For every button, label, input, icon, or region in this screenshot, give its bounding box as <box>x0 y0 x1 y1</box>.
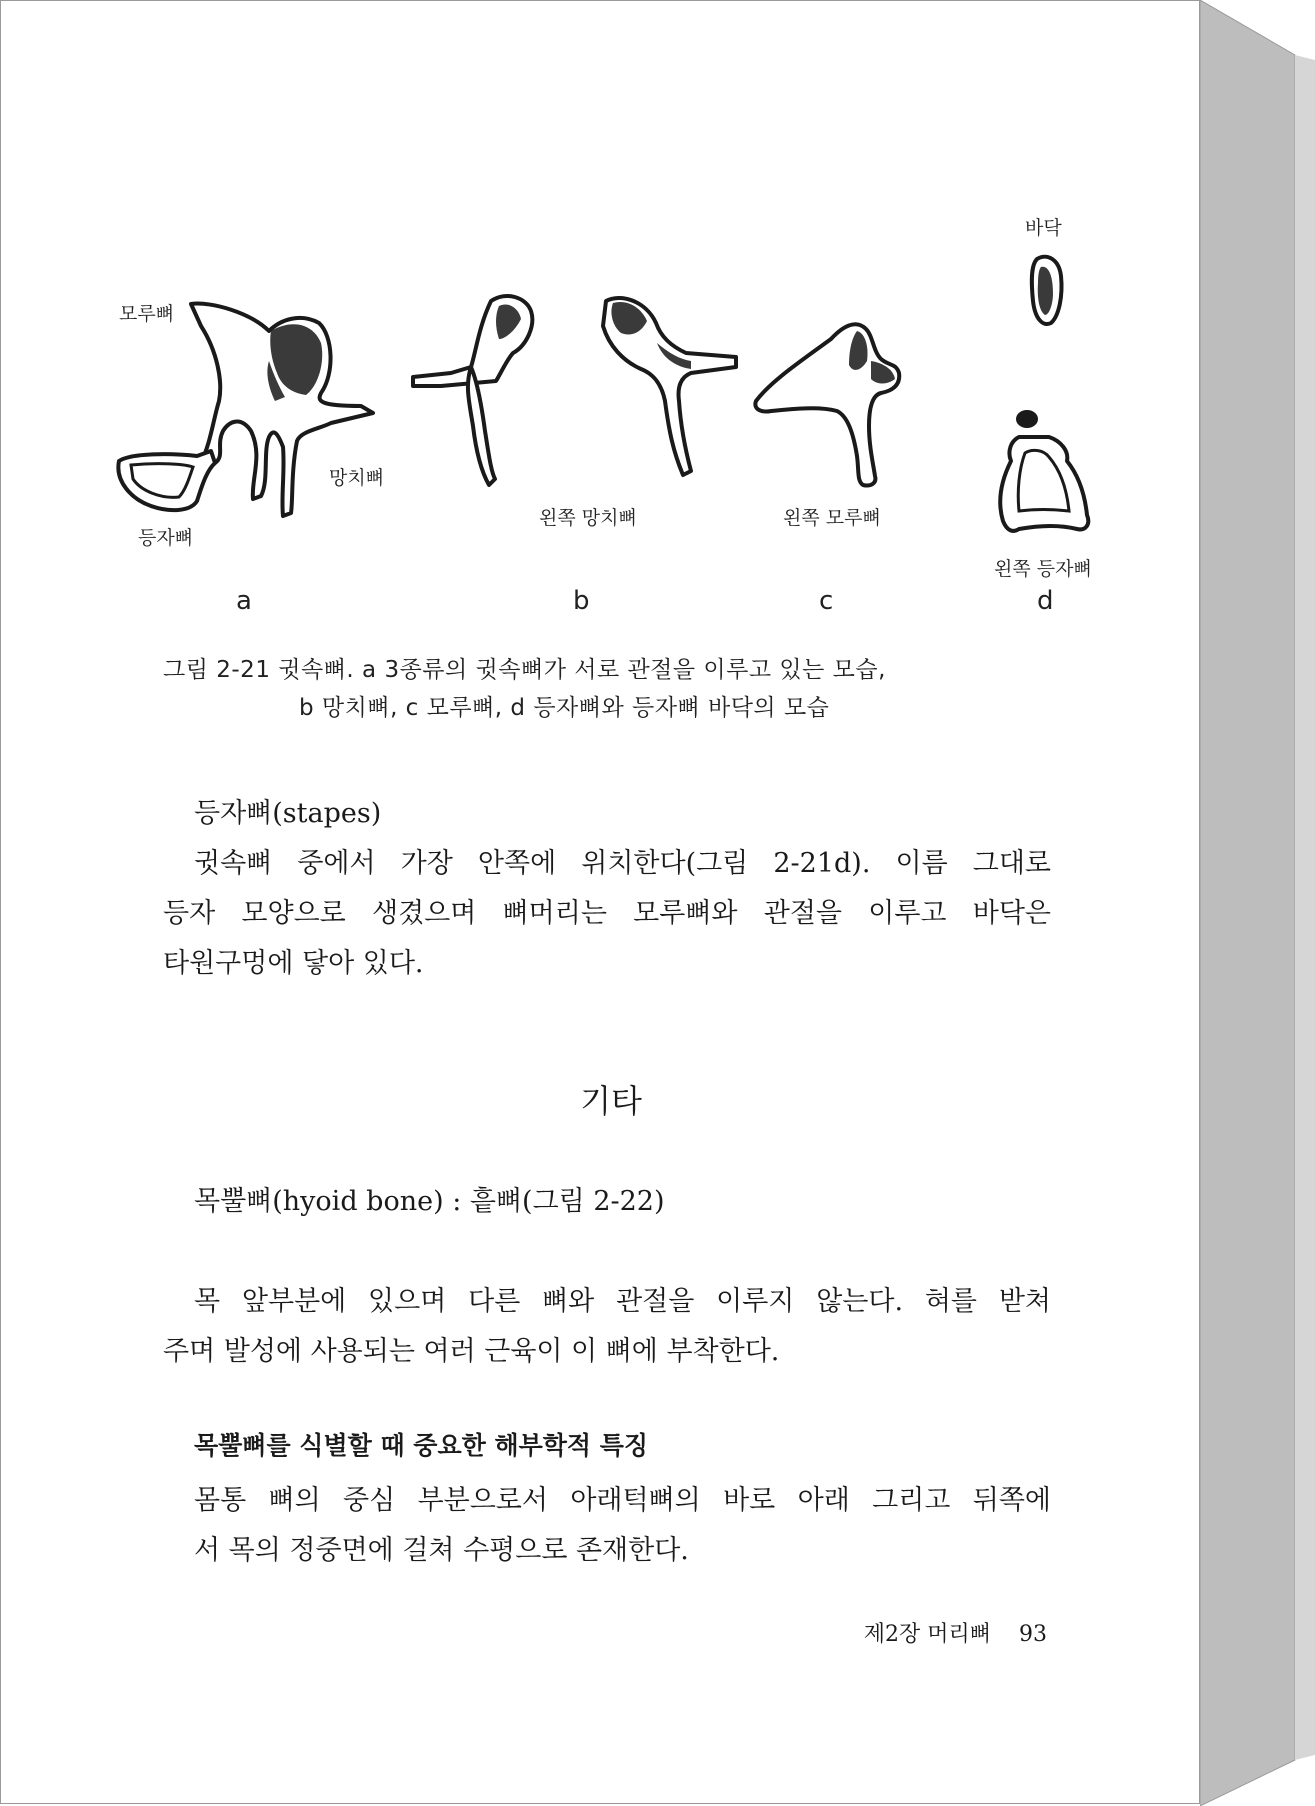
section-heading: 기타 <box>580 1082 642 1120</box>
feature-paragraph-line-2: 서 목의 정중면에 걸쳐 수평으로 존재한다. <box>194 1535 689 1566</box>
label-left-stapes: 왼쪽 등자뼈 <box>994 558 1092 580</box>
stapes-paragraph-line-3: 타원구멍에 닿아 있다. <box>163 948 424 979</box>
label-base: 바닥 <box>1025 217 1062 239</box>
page-number: 93 <box>1019 1622 1047 1647</box>
panel-letter-c: c <box>819 586 834 616</box>
hyoid-subtitle: 목뿔뼈(hyoid bone) : 흩뼈(그림 2-22) <box>194 1186 665 1217</box>
malleus-left-drawing <box>413 296 532 485</box>
panel-letter-a: a <box>236 586 252 616</box>
malleus-right-drawing <box>603 298 736 475</box>
page-edge-shadow <box>1200 0 1315 1806</box>
figure-caption-line-2: b 망치뼈, c 모루뼈, d 등자뼈와 등자뼈 바닥의 모습 <box>299 695 830 721</box>
figure-caption-line-1: 그림 2-21 귓속뼈. a 3종류의 귓속뼈가 서로 관절을 이루고 있는 모습, <box>163 657 886 683</box>
hyoid-paragraph-line-2: 주며 발성에 사용되는 여러 근육이 이 뼈에 부착한다. <box>163 1336 780 1367</box>
page-footer <box>864 1617 1047 1648</box>
feature-subtitle: 목뿔뼈를 식별할 때 중요한 해부학적 특징 <box>194 1431 649 1460</box>
label-incus: 모루뼈 <box>119 303 175 325</box>
label-stapes: 등자뼈 <box>138 527 194 549</box>
hyoid-paragraph-line-1: 목 앞부분에 있으며 다른 뼈와 관절을 이루지 않는다. 혀를 받쳐 <box>194 1286 1051 1317</box>
label-left-malleus: 왼쪽 망치뼈 <box>539 507 637 529</box>
panel-letter-b: b <box>573 586 590 616</box>
panel-letter-d: d <box>1037 586 1054 616</box>
label-left-incus: 왼쪽 모루뼈 <box>783 507 881 529</box>
ossicles-figure <box>1 1 1201 581</box>
stapes-subtitle: 등자뼈(stapes) <box>194 798 382 829</box>
stapes-drawing <box>1000 410 1088 531</box>
stapes-base-drawing <box>1032 257 1062 324</box>
label-malleus: 망치뼈 <box>329 467 385 489</box>
stapes-paragraph-line-1: 귓속뼈 중에서 가장 안쪽에 위치한다(그림 2-21d). 이름 그대로 <box>194 848 1051 879</box>
feature-paragraph-line-1: 몸통 뼈의 중심 부분으로서 아래턱뼈의 바로 아래 그리고 뒤쪽에 <box>194 1485 1051 1516</box>
stapes-paragraph-line-2: 등자 모양으로 생겼으며 뼈머리는 모루뼈와 관절을 이루고 바닥은 <box>163 898 1051 929</box>
chapter-title: 제2장 머리뼈 <box>863 1622 991 1647</box>
incus-drawing <box>755 324 899 485</box>
